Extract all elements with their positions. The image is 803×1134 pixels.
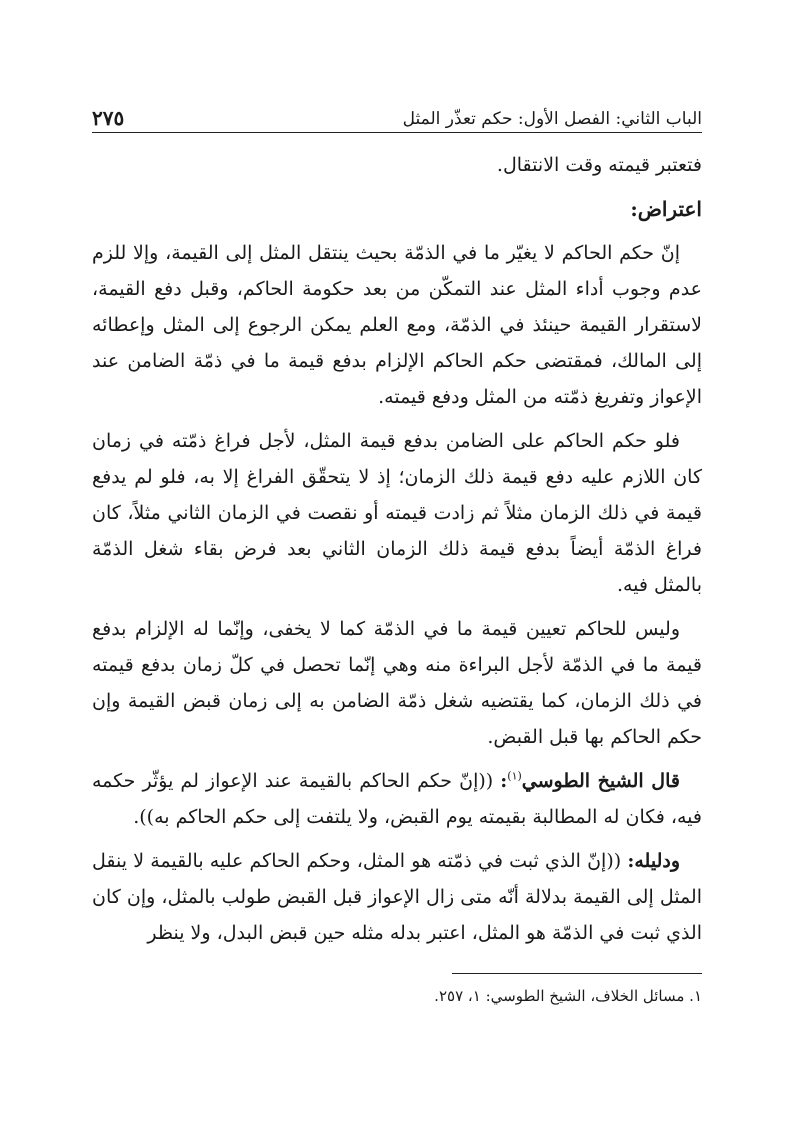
attribution-colon: : <box>500 770 508 792</box>
running-title: الباب الثاني: الفصل الأول: حكم تعذّر المثل <box>402 109 702 129</box>
paragraph-2: إنّ حكم الحاكم لا يغيّر ما في الذمّة بحيث ينتقل المثل إلى القيمة، وإلا للزم عدم وجوب أداء المثل عند التمكّن من بعد حكومة الحاكم، وقبل دفع القيمة، لاستقرار القيمة حينئذ في الذمّة، ومع العلم يمكن الرجوع إلى المثل وإعطائه إلى المالك، فمقتضى حكم الحاكم الإلزام بدفع قيمة ما في ذمّة الضامن عند الإعواز وتفريغ ذمّته من المثل ودفع قيمته. <box>92 242 702 408</box>
paragraph-4: وليس للحاكم تعيين قيمة ما في الذمّة كما لا يخفى، وإنّما له الإلزام بدفع قيمة ما في الذمّة لأجل البراءة منه وهي إنّما تحصل في كلّ زمان بدفع قيمته في ذلك الزمان، كما يقتضيه شغل ذمّة الضامن به إلى زمان قبض القيمة وإن حكم الحاكم بها قبل القبض. <box>92 618 702 748</box>
body-text <box>92 147 702 951</box>
paragraph-1: فتعتبر قيمته وقت الانتقال. <box>496 154 702 176</box>
evidence-label: ودليله: <box>627 850 680 872</box>
footnote-divider <box>452 973 702 974</box>
paragraph-5 <box>92 763 702 835</box>
quote-attribution: قال الشيخ الطوسي <box>521 770 680 792</box>
quote-text: ((إنّ حكم الحاكم بالقيمة عند الإعواز لم يؤثّر حكمه فيه، فكان له المطالبة بقيمته يوم القبض، ولا يلتفت إلى حكم الحاكم به)). <box>92 770 702 828</box>
footnote-marker: (١) <box>507 769 522 783</box>
paragraph-3: فلو حكم الحاكم على الضامن بدفع قيمة المثل، لأجل فراغ ذمّته في زمان كان اللازم عليه دفع قيمة ذلك الزمان؛ إذ لا يتحقّق الفراغ إلا به، فلو لم يدفع قيمة في ذلك الزمان مثلاً ثم زادت قيمته أو نقصت في الزمان الثاني مثلاً، كان فراغ الذمّة أيضاً بدفع قيمة ذلك الزمان الثاني بعد فرض بقاء شغل الذمّة بالمثل فيه. <box>92 430 702 596</box>
paragraph-6 <box>92 843 702 951</box>
page-header <box>92 92 702 133</box>
page-number: ٢٧٥ <box>92 106 125 130</box>
section-heading: اعتراض: <box>630 197 702 221</box>
document-page <box>92 92 702 1008</box>
evidence-text: ((إنّ الذي ثبت في ذمّته هو المثل، وحكم الحاكم عليه بالقيمة لا ينقل المثل إلى القيمة بدلالة أنّه متى زال الإعواز قبل القبض طولب بالمثل، وإن كان الذي ثبت في الذمّة هو المثل، اعتبر بدله مثله حين قبض البدل، ولا ينظر <box>92 850 702 944</box>
footnote: ١. مسائل الخلاف، الشيخ الطوسي: ١، ٢٥٧. <box>434 987 702 1005</box>
